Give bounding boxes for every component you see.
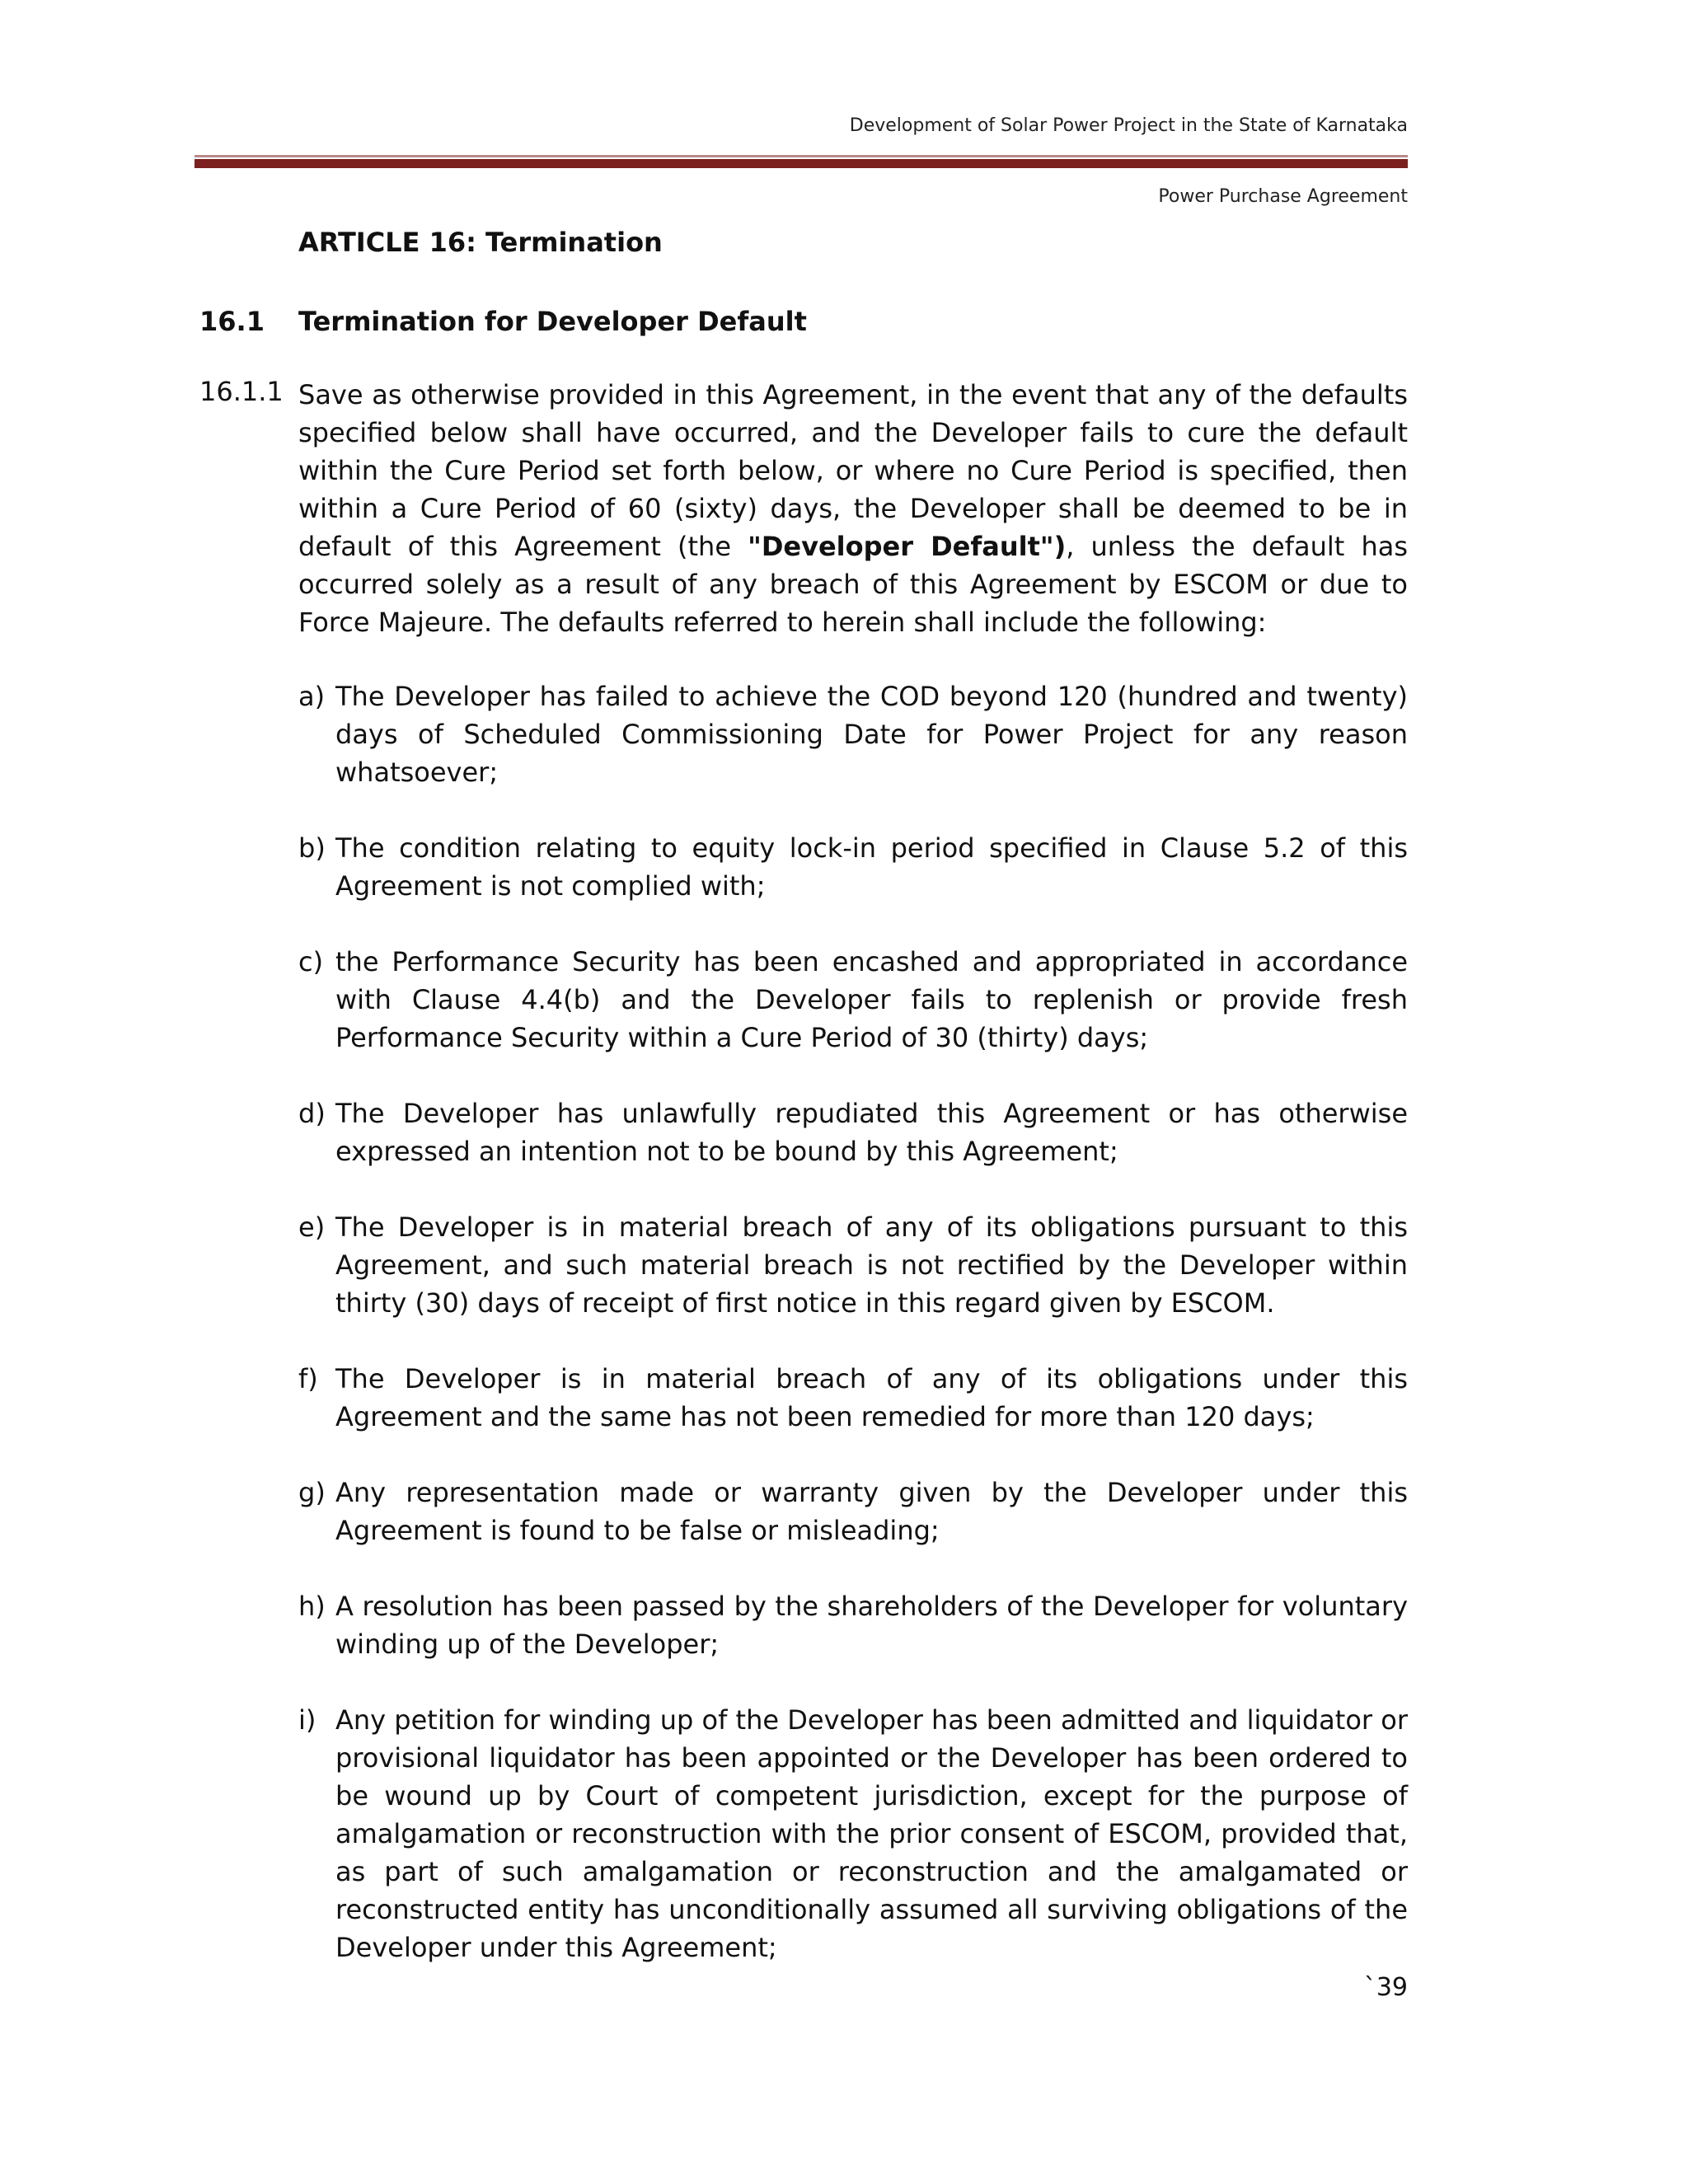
list-item-text: The condition relating to equity lock-in period specified in Clause 5.2 of this Agreement is not complied with; bbox=[335, 832, 1408, 902]
list-item-text: Any representation made or warranty given by the Developer under this Agreement is found to be false or misleading; bbox=[335, 1477, 1408, 1546]
header-rule-thin bbox=[195, 155, 1408, 157]
section-title: Termination for Developer Default bbox=[298, 306, 807, 337]
running-header-subtitle: Power Purchase Agreement bbox=[1158, 186, 1408, 207]
list-item-label: g) bbox=[298, 1477, 326, 1508]
clause-text-after: , unless the default has occurred solely as a result of any breach of this Agreement by ESCOM or due to Force Majeure. The defaults referred to herein shall include the following: bbox=[298, 531, 1409, 638]
list-item bbox=[298, 1360, 1408, 1436]
list-item-text: Any petition for winding up of the Developer has been admitted and liquidator or provisional liquidator has been appointed or the Developer has been ordered to be wound up by Court of competent jurisdiction, except for the purpose of amalgamation or reconstruction with the prior consent of ESCOM, provided that, as part of such amalgamation or reconstruction and the amalgamated or reconstructed entity has unconditionally assumed all surviving obligations of the Developer under this Agreement; bbox=[335, 1704, 1408, 1963]
list-item bbox=[298, 677, 1408, 791]
list-item-label: c) bbox=[298, 946, 324, 977]
list-item-label: a) bbox=[298, 681, 326, 712]
running-header-title: Development of Solar Power Project in the State of Karnataka bbox=[849, 115, 1408, 136]
list-item bbox=[298, 1208, 1408, 1322]
list-item bbox=[298, 1587, 1408, 1663]
header-rule-thick bbox=[195, 159, 1408, 168]
list-item-text: the Performance Security has been encashed and appropriated in accordance with Clause 4.4(b) and the Developer fails to replenish or provide fresh Performance Security within a Cure Period of 30 (thirty) days; bbox=[335, 946, 1408, 1053]
default-list bbox=[298, 677, 1408, 2004]
list-item bbox=[298, 1094, 1408, 1170]
page-number: `39 bbox=[1363, 1973, 1408, 2002]
list-item-text: A resolution has been passed by the shareholders of the Developer for voluntary winding up of the Developer; bbox=[335, 1591, 1408, 1660]
list-item-label: e) bbox=[298, 1212, 326, 1243]
list-item-label: f) bbox=[298, 1363, 318, 1394]
list-item-text: The Developer is in material breach of any of its obligations under this Agreement and the same has not been remedied for more than 120 days; bbox=[335, 1363, 1408, 1432]
list-item-label: b) bbox=[298, 832, 326, 864]
list-item bbox=[298, 943, 1408, 1057]
list-item-text: The Developer is in material breach of any of its obligations pursuant to this Agreement, and such material breach is not rectified by the Developer within thirty (30) days of receipt of first notice in this regard given by ESCOM. bbox=[335, 1212, 1408, 1319]
section-number: 16.1 bbox=[199, 306, 265, 337]
list-item-label: d) bbox=[298, 1098, 326, 1129]
list-item bbox=[298, 1474, 1408, 1549]
clause-paragraph bbox=[298, 376, 1408, 641]
list-item bbox=[298, 1701, 1408, 1966]
list-item bbox=[298, 829, 1408, 905]
article-title: ARTICLE 16: Termination bbox=[298, 227, 663, 258]
list-item-label: h) bbox=[298, 1591, 326, 1622]
defined-term: "Developer Default") bbox=[748, 531, 1067, 562]
clause-text-before: Save as otherwise provided in this Agreement, in the event that any of the defaults specified below shall have occurred, and the Developer fails to cure the default within the Cure Period set forth below, or where no Cure Period is specified, then within a Cure Period of 60 (sixty) days, the Developer shall be deemed to be in default of this Agreement (the bbox=[298, 379, 1408, 562]
list-item-text: The Developer has failed to achieve the COD beyond 120 (hundred and twenty) days of Scheduled Commissioning Date for Power Project for any reason whatsoever; bbox=[335, 681, 1408, 788]
list-item-label: i) bbox=[298, 1704, 316, 1736]
list-item-text: The Developer has unlawfully repudiated this Agreement or has otherwise expressed an intention not to be bound by this Agreement; bbox=[335, 1098, 1408, 1167]
clause-number: 16.1.1 bbox=[199, 376, 284, 407]
